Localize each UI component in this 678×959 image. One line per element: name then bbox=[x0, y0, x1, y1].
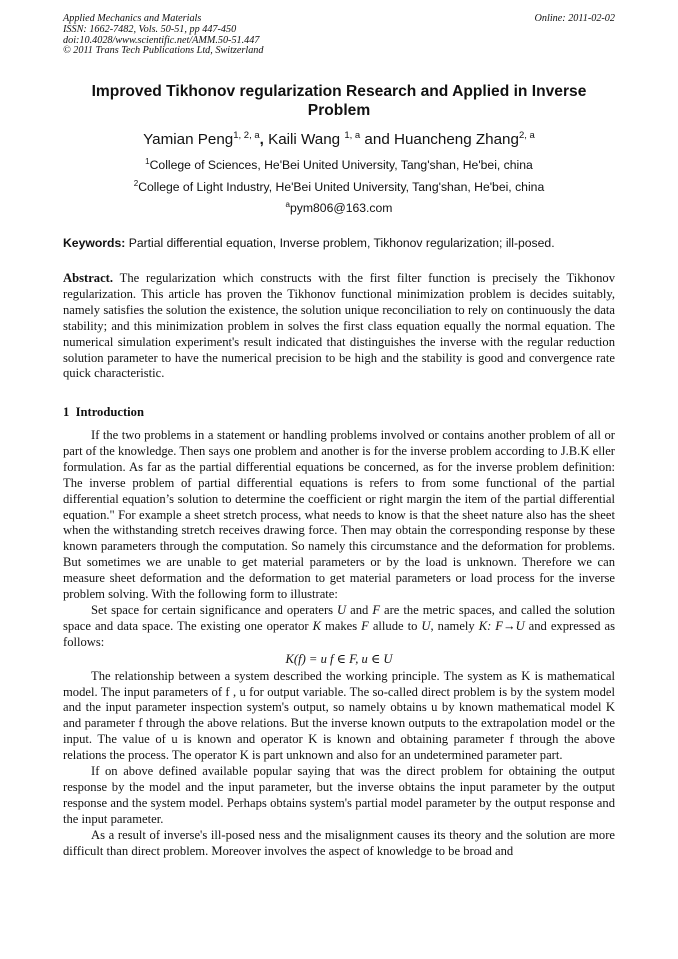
keywords-label: Keywords: bbox=[63, 236, 126, 250]
author-affil-sup: 2, a bbox=[518, 130, 535, 141]
email-text: pym806@163.com bbox=[289, 201, 393, 216]
keywords bbox=[63, 236, 615, 250]
paragraph: Set space for certain significance and operaters U and F are the metric spaces, and called the solution space and data space. The existing one operator K makes F allude to U, namely K: F→U and expressed as follows: bbox=[63, 602, 616, 649]
online-date: Online: 2011-02-02 bbox=[534, 13, 615, 24]
abstract bbox=[63, 271, 615, 382]
affiliation-1 bbox=[63, 157, 615, 172]
issn-line: ISSN: 1662-7482, Vols. 50-51, pp 447-450 bbox=[63, 23, 237, 35]
author-name: Yamian Peng bbox=[143, 131, 234, 149]
doi-line: doi:10.4028/www.scientific.net/AMM.50-51.447 bbox=[63, 34, 260, 46]
abstract-text: The regularization which constructs with the first filter function is precisely the Tikhonov regularization. This article has proven the Tikhonov functional minimization problem is decides suitably, namely satisfies the solution the existence, the solution unique reconciliation to rely on continuously the data stability; and this minimization problem in solves the first class equation equally the normal equation. The numerical simulation experiment's result indicated that distinguishes the inverse with the regular reduction solution parameter to have the numerical precision to be high and the stability is good and convergence rate quick characteristic. bbox=[63, 271, 615, 381]
body-text bbox=[63, 428, 615, 859]
author-and: and bbox=[360, 131, 394, 149]
copyright-line: © 2011 Trans Tech Publications Ltd, Switzerland bbox=[63, 45, 264, 57]
affil-sup: 2 bbox=[133, 179, 139, 188]
section-number: 1 bbox=[63, 405, 70, 419]
author-affil-sup: 1, a bbox=[344, 130, 361, 141]
email-sup: a bbox=[285, 200, 290, 209]
paragraph: As a result of inverse's ill-posed ness and the misalignment causes its theory and the solution are more difficult than direct problem. Moreover involves the aspect of knowledge to be broad and bbox=[63, 827, 615, 858]
author-email bbox=[63, 200, 615, 215]
paragraph: If the two problems in a statement or handling problems involved or contains another problem of all or part of the knowledge. Then says one problem and another is for the inverse problem according to J.B.K eller formulation. As far as the partial differential equations be concerned, as for the inverse problem definition: The inverse problem of partial differential equations is refers to from some functional of the partial differential equation’s solution to determine the coefficient or right margin the item of the partial differential equation." For example a sheet stretch process, what needs to know is that the sheet nature also has the sheet when the withstanding stretch receives drawing force. Then may obtain the corresponding response by these known parameters through the computation. So namely this circumstance and the deformation for problems. But sometimes we are unable to get material parameters or by the load is unknown. Therefore we can measure sheet deformation and the deformation to get material parameters or load process for the inverse problem solving. With the following form to illustrate: bbox=[63, 428, 615, 602]
author-name: Kaili Wang bbox=[268, 131, 345, 149]
equation: K(f) = u f ∈ F, u ∈ U bbox=[285, 651, 393, 666]
author-list: Yamian Peng$^{1, 2, a}$, Kaili Wang $^{1, a}$ and Huancheng Zhang$^{2, a}$ bbox=[143, 130, 535, 149]
section-heading bbox=[63, 405, 144, 420]
journal-header bbox=[63, 14, 615, 57]
author-name: Huancheng Zhang bbox=[393, 131, 519, 149]
affil-sup: 1 bbox=[145, 157, 150, 166]
paragraph: The relationship between a system described the working principle. The system as K is mathematical model. The input parameters of f , u for output variable. The so-called direct problem is by the system model and the input parameter inspection system's output, so namely obtains u by known mathematical model K and parameter f through the above relations. But the inverse known outputs to the extrapolation model or the input. The value of u is known and operator K is known and obtaining parameter f through the above relations the process. The operator K is part unknown and also for an undetermined parameter part. bbox=[63, 668, 615, 763]
journal-name: Applied Mechanics and Materials bbox=[63, 13, 202, 24]
affil-text: College of Sciences, He'Bei United University, Tang'shan, He'bei, china bbox=[149, 158, 533, 173]
affiliation-2 bbox=[63, 179, 615, 194]
abstract-label: Abstract. bbox=[63, 271, 114, 285]
section-title: Introduction bbox=[75, 405, 144, 419]
author-affil-sup: 1, 2, a bbox=[233, 130, 260, 141]
keywords-text: Partial differential equation, Inverse problem, Tikhonov regularization; ill-posed. bbox=[128, 236, 555, 250]
paragraph: If on above defined available popular saying that was the direct problem for obtaining the output response by the model and the input parameter, but the inverse obtains the input parameter by the output response and the system model. Perhaps obtains system's partial model parameter by the output response and the input parameter. bbox=[63, 764, 615, 826]
affil-text: College of Light Industry, He'Bei United University, Tang'shan, He'bei, china bbox=[138, 180, 545, 195]
paper-title: Improved Tikhonov regularization Research and Applied in Inverse Problem bbox=[91, 83, 587, 119]
